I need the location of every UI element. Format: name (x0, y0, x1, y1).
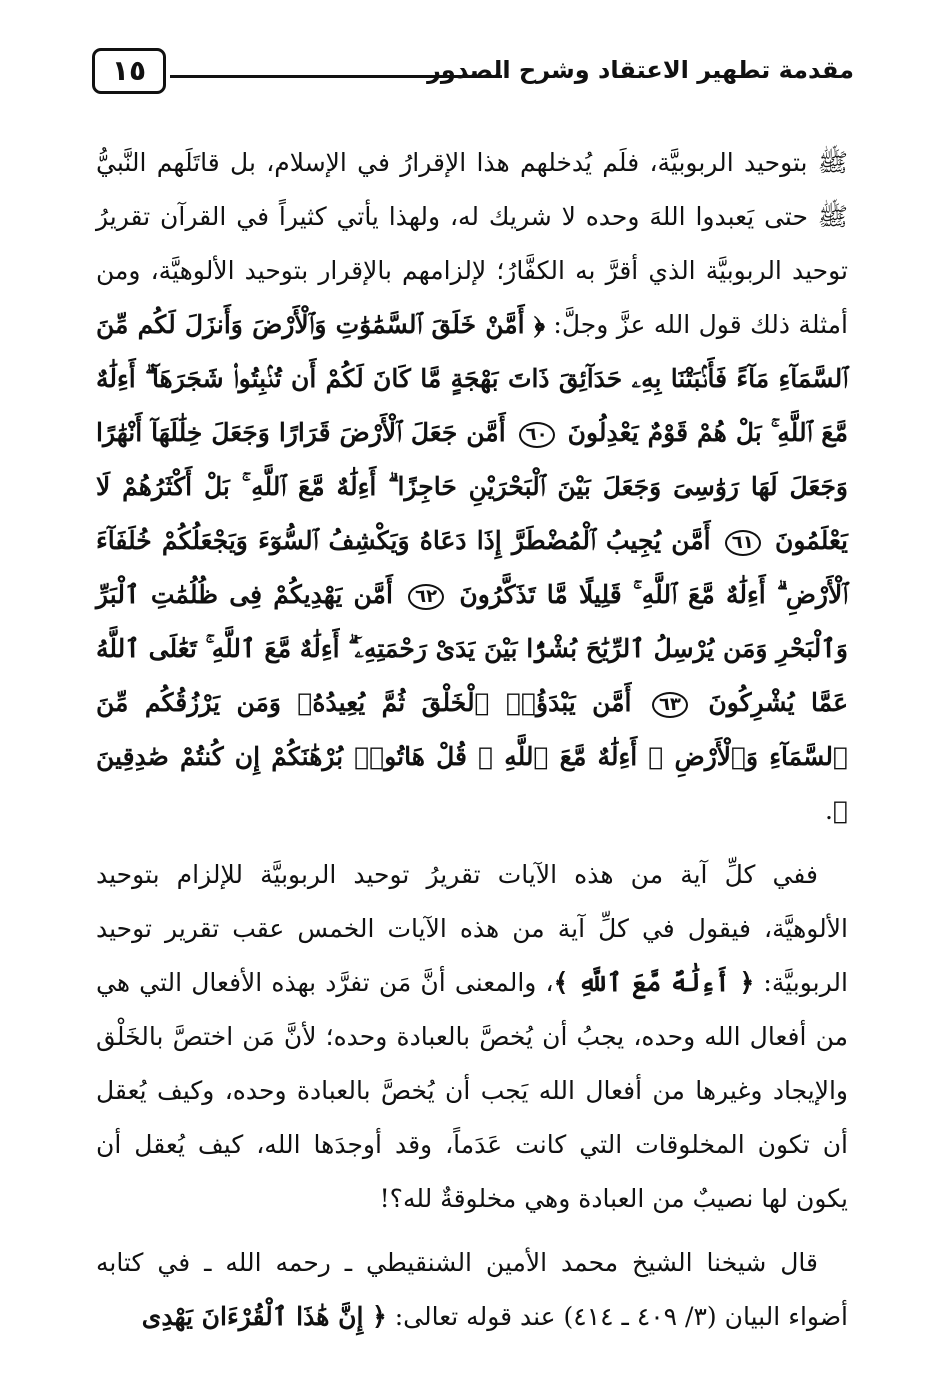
verse-number-61: ٦١ (725, 530, 761, 556)
quran-verse-61: أَمَّن جَعَلَ ٱلْأَرْضَ قَرَارًا وَجَعَلَ خِلَٰلَهَآ أَنْهَٰرًا وَجَعَلَ لَهَا رَوَٰسِىَ وَجَعَلَ بَيْنَ ٱلْبَحْرَيْنِ حَاجِزًا ۗ أَءِلَٰهٌ مَّعَ ٱللَّهِ ۚ بَلْ أَكْثَرُهُمْ لَا يَعْلَمُونَ (96, 418, 848, 555)
quran-verse-60: أَمَّنْ خَلَقَ ٱلسَّمَٰوَٰتِ وَٱلْأَرْضَ وَأَنزَلَ لَكُم مِّنَ ٱلسَّمَآءِ مَآءً فَأَنۢبَتْنَا بِهِۦ حَدَآئِقَ ذَاتَ بَهْجَةٍ مَّا كَانَ لَكُمْ أَن تُنۢبِتُوا۟ شَجَرَهَآ ۗ أَءِلَٰهٌ مَّعَ ٱللَّهِ ۚ بَلْ هُمْ قَوْمٌ يَعْدِلُونَ (96, 310, 848, 447)
quran-verse-64: أَمَّن يَبْدَؤُا۟ ٱلْخَلْقَ ثُمَّ يُعِيدُهُۥ وَمَن يَرْزُقُكُم مِّنَ ٱلسَّمَآءِ وَٱلْأَرْضِ ۗ أَءِلَٰهٌ مَّعَ ٱللَّهِ ۚ قُلْ هَاتُوا۟ بُرْهَٰنَكُمْ إِن كُنتُمْ صَٰدِقِينَ (96, 688, 848, 771)
verse-number-60: ٦٠ (519, 422, 555, 448)
paragraph-1-text: ﷺ بتوحيد الربوبيَّة، فلَم يُدخلهم هذا الإقرارُ في الإسلام، بل قاتَلَهم النَّبيُّ ﷺ حتى يَعبدوا اللهَ وحده لا شريك له، ولهذا يأتي كثيراً في القرآن تقريرُ توحيد الربوبيَّة الذي أقرَّ به الكفَّارُ؛ لإلزامهم بالإقرار بتوحيد الألوهيَّة، ومن أمثلة ذلك قول الله عزَّ وجلَّ: (96, 148, 848, 339)
quran-end-dot: . (825, 796, 833, 825)
verse-number-62: ٦٢ (408, 584, 444, 610)
quran-open-bracket: ﴿ (533, 310, 545, 339)
page-number: ١٥ (92, 48, 166, 94)
paragraph-3-text: قال شيخنا الشيخ محمد الأمين الشنقيطي ـ رحمه الله ـ في كتابه أضواء البيان (٣/ ٤٠٩ ـ ٤١٤) عند قوله تعالى: (96, 1248, 848, 1331)
verse-number-63: ٦٣ (652, 692, 688, 718)
running-title: مقدمة تطهير الاعتقاد وشرح الصدور (427, 56, 854, 84)
header-rule (170, 75, 502, 78)
paragraph-2-text-a: ففي كلِّ آية من هذه الآيات تقريرُ توحيد الربوبيَّة للإلزام بتوحيد الألوهيَّة، فيقول في كلِّ آية من هذه الآيات الخمس عقب تقرير توحيد الربوبيَّة: (96, 860, 848, 997)
quran-verse-62: أَمَّن يُجِيبُ ٱلْمُضْطَرَّ إِذَا دَعَاهُ وَيَكْشِفُ ٱلسُّوٓءَ وَيَجْعَلُكُمْ خُلَفَآءَ ٱلْأَرْضِ ۗ أَءِلَٰهٌ مَّعَ ٱللَّهِ ۚ قَلِيلًا مَّا تَذَكَّرُونَ (96, 526, 848, 609)
page-header (92, 42, 854, 104)
paragraph-1 (96, 136, 848, 838)
paragraph-2-text-b: ، والمعنى أنَّ مَن تفرَّد بهذه الأفعال التي هي من أفعال الله وحده، يجبُ أن يُخصَّ بالعبادة وحده؛ لأنَّ مَن اختصَّ بالخَلْق والإيجاد وغيرها من أفعال الله يَجب أن يُخصَّ بالعبادة وحده، وكيف يُعقل أن تكون المخلوقات التي كانت عَدَماً، وقد أوجدَها الله، كيف يُعقل أن يكون لها نصيبٌ من العبادة وهي مخلوقةٌ لله؟! (96, 968, 848, 1213)
paragraph-3 (96, 1236, 848, 1344)
paragraph-2 (96, 848, 848, 1226)
body-text (96, 136, 848, 1344)
quran-verse-63: أَمَّن يَهْدِيكُمْ فِى ظُلُمَٰتِ ٱلْبَرِّ وَٱلْبَحْرِ وَمَن يُرْسِلُ ٱلرِّيَٰحَ بُشْرًۢا بَيْنَ يَدَىْ رَحْمَتِهِۦٓ ۗ أَءِلَٰهٌ مَّعَ ٱللَّهِ ۚ تَعَٰلَى ٱللَّهُ عَمَّا يُشْرِكُونَ (96, 580, 849, 717)
paragraph-3-quote: ﴿ إِنَّ هَٰذَا ٱلْقُرْءَانَ يَهْدِى (141, 1302, 387, 1331)
paragraph-2-quote: ﴿ أَءِلَٰهٌ مَّعَ ٱللَّهِ ﴾ (553, 968, 755, 997)
quran-close-bracket: ﴾ (832, 796, 848, 825)
